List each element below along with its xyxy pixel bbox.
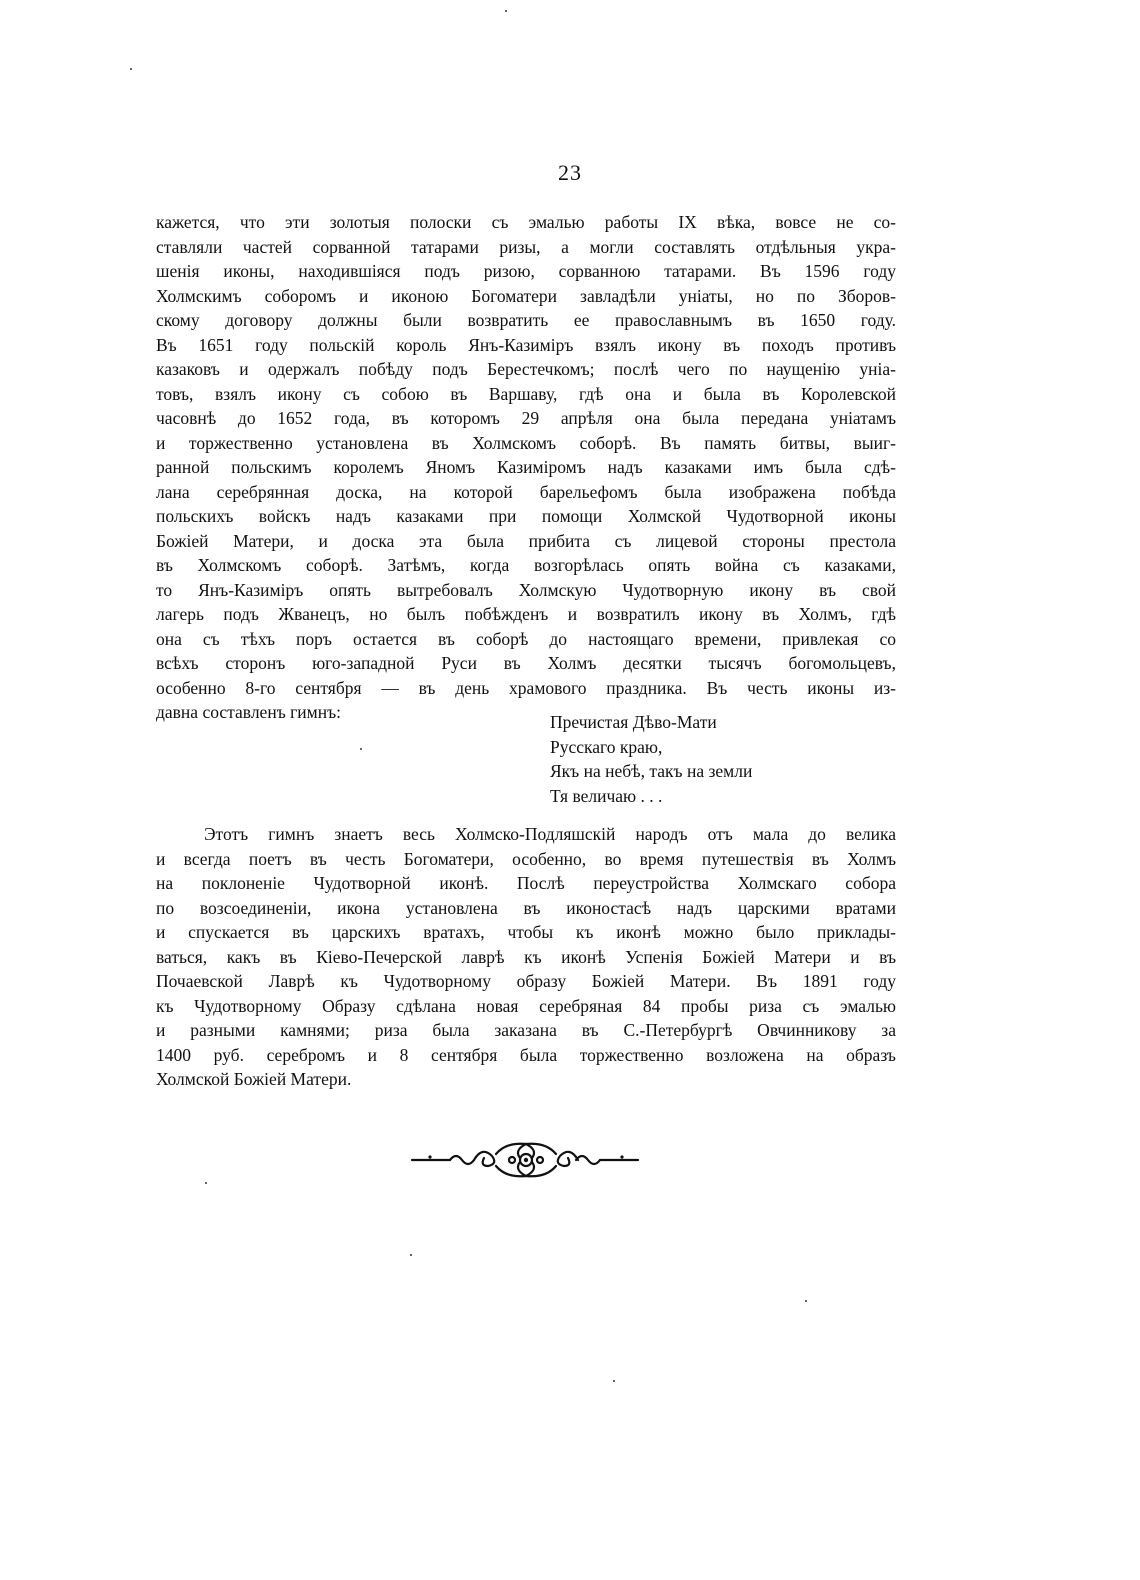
text-line: Холмской Божіей Матери. bbox=[156, 1069, 352, 1089]
paragraph-main bbox=[156, 210, 896, 725]
text-line: шенія иконы, находившіяся подъ ризою, сорванною татарами. Въ 1596 году bbox=[156, 261, 896, 281]
text-line: Въ 1651 году польскій король Янъ-Казиміръ взялъ икону въ походъ противъ bbox=[156, 334, 896, 355]
scan-speck bbox=[130, 68, 132, 70]
scan-speck bbox=[360, 748, 362, 750]
decorative-tailpiece-icon bbox=[410, 1140, 642, 1180]
text-line: Холмскимъ соборомъ и иконою Богоматери завладѣли уніаты, но по Зборов- bbox=[156, 285, 896, 306]
text-line: часовнѣ до 1652 года, въ которомъ 29 апрѣля она была передана уніатамъ bbox=[156, 408, 896, 428]
hymn-line: Пречистая Дѣво-Мати bbox=[550, 712, 717, 732]
text-line: Этотъ гимнъ знаетъ весь Холмско-Подляшскій народъ отъ мала до велика bbox=[204, 824, 896, 844]
text-line: она съ тѣхъ поръ остается въ соборѣ до настоящаго времени, привлекая со bbox=[156, 628, 896, 649]
text-line: особенно 8-го сентября — въ день храмового праздника. Въ честь иконы из- bbox=[156, 677, 896, 698]
text-line: лагерь подъ Жванецъ, но былъ побѣжденъ и возвратилъ икону въ Холмъ, гдѣ bbox=[156, 604, 896, 624]
text-line: ставляли частей сорванной татарами ризы, а могли составлять отдѣльныя укра- bbox=[156, 236, 896, 257]
text-line: товъ, взялъ икону съ собою въ Варшаву, гдѣ она и была въ Королевской bbox=[156, 383, 896, 404]
text-line: и всегда поетъ въ честь Богоматери, особенно, во время путешествія въ Холмъ bbox=[156, 848, 896, 869]
scan-speck bbox=[205, 1182, 207, 1184]
text-line: то Янъ-Казиміръ опять вытребовалъ Холмскую Чудотворную икону въ свой bbox=[156, 579, 896, 600]
text-line: къ Чудотворному Образу сдѣлана новая серебряная 84 пробы риза съ эмалью bbox=[156, 995, 896, 1016]
page-number: 23 bbox=[558, 160, 582, 185]
paragraph-hymn-commentary bbox=[156, 822, 896, 1092]
text-line: всѣхъ сторонъ юго-западной Руси въ Холмъ десятки тысячъ богомольцевъ, bbox=[156, 653, 896, 673]
text-line: Божіей Матери, и доска эта была прибита съ лицевой стороны престола bbox=[156, 530, 896, 551]
hymn-line: Якъ на небѣ, такъ на земли bbox=[550, 761, 753, 781]
text-line: по возсоединеніи, икона установлена въ иконостасѣ надъ царскими вратами bbox=[156, 897, 896, 918]
text-line: давна составленъ гимнъ: bbox=[156, 702, 342, 722]
scan-speck bbox=[410, 1254, 412, 1256]
hymn-verse bbox=[550, 710, 890, 808]
hymn-line: Русскаго краю, bbox=[550, 736, 663, 757]
text-line: 1400 руб. серебромъ и 8 сентября была торжественно возложена на образъ bbox=[156, 1044, 896, 1065]
text-line: польскихъ войскъ надъ казаками при помощи Холмской Чудотворной иконы bbox=[156, 506, 896, 526]
text-line: лана серебрянная доска, на которой барельефомъ была изображена побѣда bbox=[156, 481, 896, 502]
hymn-line: Тя величаю . . . bbox=[550, 785, 663, 806]
text-line: казаковъ и одержалъ побѣду подъ Берестечкомъ; послѣ чего по наущенію уніа- bbox=[156, 359, 896, 379]
text-line: и спускается въ царскихъ вратахъ, чтобы къ иконѣ можно было приклады- bbox=[156, 922, 896, 942]
text-line: кажется, что эти золотыя полоски съ эмалью работы IX вѣка, вовсе не со- bbox=[156, 212, 896, 232]
text-line: Почаевской Лаврѣ къ Чудотворному образу Божіей Матери. Въ 1891 году bbox=[156, 971, 896, 991]
text-line: на поклоненіе Чудотворной иконѣ. Послѣ переустройства Холмскаго собора bbox=[156, 873, 896, 893]
scan-speck bbox=[613, 1380, 615, 1382]
text-line: скому договору должны были возвратить ее православнымъ въ 1650 году. bbox=[156, 310, 896, 330]
text-line: и торжественно установлена въ Холмскомъ соборѣ. Въ память битвы, выиг- bbox=[156, 432, 896, 453]
text-line: ранной польскимъ королемъ Яномъ Казиміромъ надъ казаками имъ была сдѣ- bbox=[156, 457, 896, 477]
text-line: ваться, какъ въ Кіево-Печерской лаврѣ къ иконѣ Успенія Божіей Матери и въ bbox=[156, 946, 896, 967]
scan-speck bbox=[505, 10, 507, 12]
scan-speck bbox=[805, 1300, 807, 1302]
text-line: въ Холмскомъ соборѣ. Затѣмъ, когда возгорѣлась опять война съ казаками, bbox=[156, 555, 896, 575]
text-line: и разными камнями; риза была заказана въ С.-Петербургѣ Овчинникову за bbox=[156, 1020, 896, 1040]
